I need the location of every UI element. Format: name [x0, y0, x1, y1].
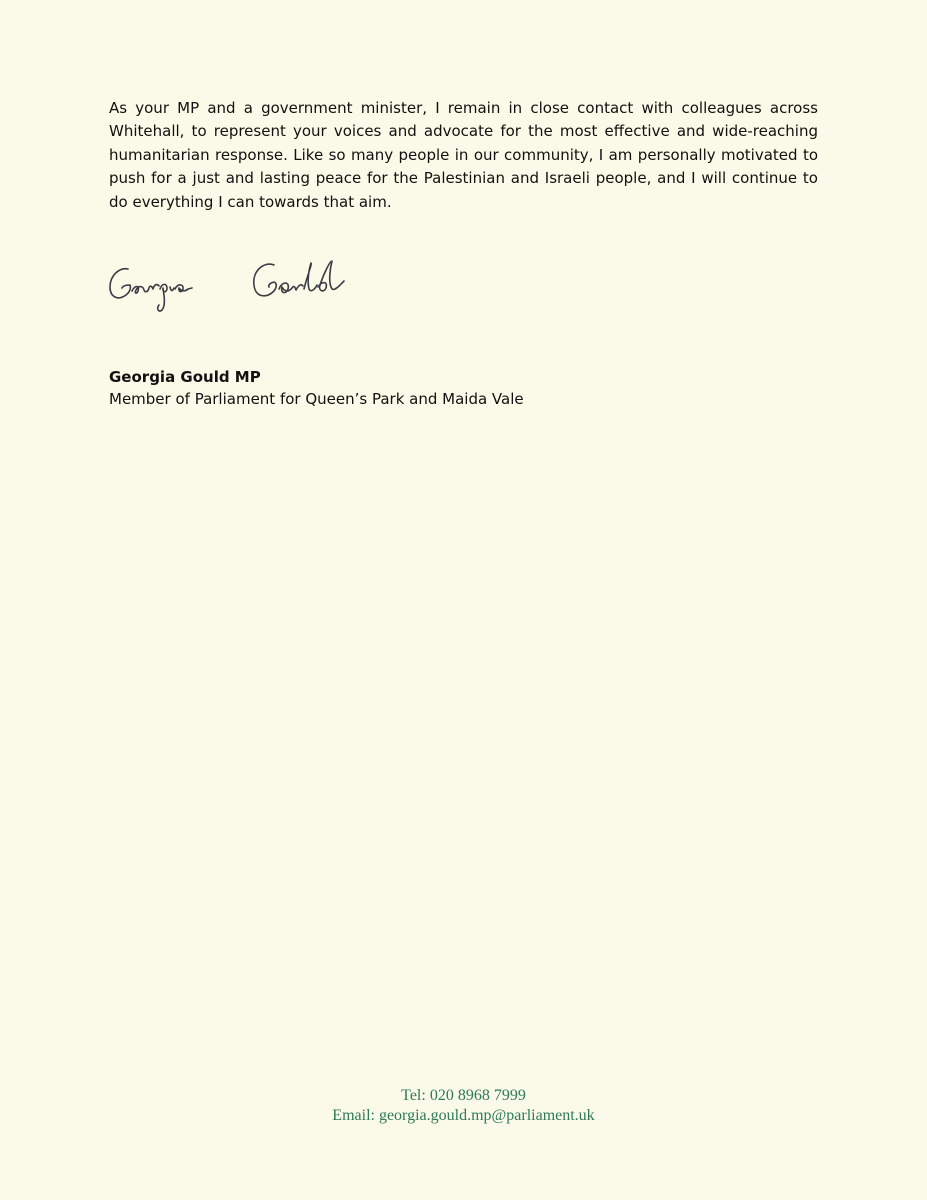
- footer-email: Email: georgia.gould.mp@parliament.uk: [332, 1107, 595, 1124]
- contact-footer: [0, 1086, 927, 1126]
- footer-telephone: Tel: 020 8968 7999: [401, 1087, 526, 1104]
- letter-body-paragraph: As your MP and a government minister, I remain in close contact with colleagues across Whitehall, to represent your voices and advocate for the most effective and wide-reaching humanitarian response. Like so many people in our community, I am personally motivated to push for a just and lasting peace for the Palestinian and Israeli people, and I will continue to do everything I can towards that aim.: [109, 99, 818, 211]
- handwritten-signature: [104, 255, 364, 317]
- signer-name: Georgia Gould MP: [109, 368, 261, 386]
- signer-title: Member of Parliament for Queen’s Park and Maida Vale: [109, 390, 524, 408]
